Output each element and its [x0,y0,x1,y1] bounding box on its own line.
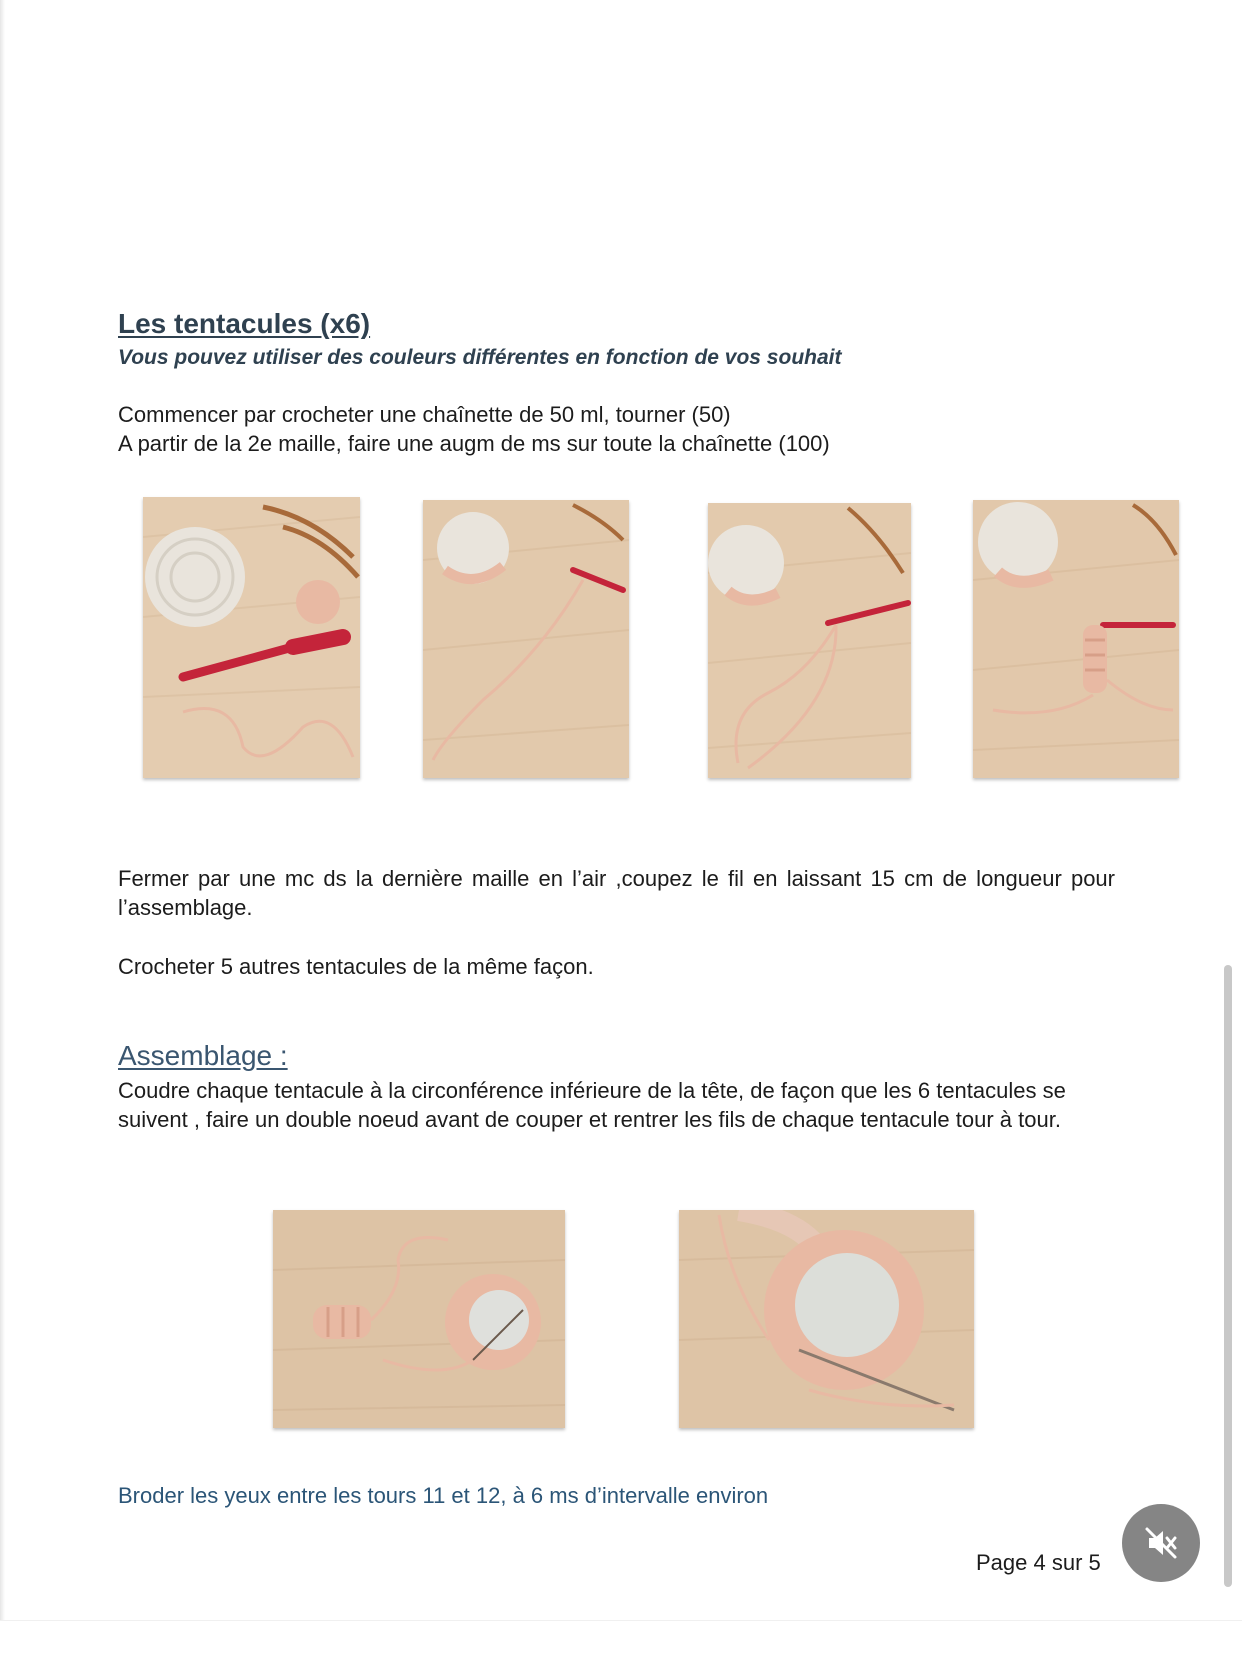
photo-assembly-step-2 [679,1210,974,1428]
photo-tentacle-step-4 [973,500,1179,778]
assembly-heading: Assemblage : [118,1040,288,1071]
instruction-line-1: Commencer par crocheter une chaînette de 50 ml, tourner (50) [118,402,731,427]
photo-tentacle-step-3 [708,503,911,778]
page-subtitle: Vous pouvez utiliser des couleurs différentes en fonction de vos souhait [118,346,842,369]
page-title: Les tentacules (x6) [118,308,371,339]
photo-assembly-step-1 [273,1210,565,1428]
mute-button[interactable] [1122,1504,1200,1582]
speaker-muted-icon [1141,1523,1181,1563]
photo-tentacle-step-1 [143,497,360,778]
close-instruction: Fermer par une mc ds la dernière maille en l’air ,coupez le fil en laissant 15 cm de longueur pour l’assemblage. [118,866,1115,920]
photo-tentacle-step-2 [423,500,629,778]
eye-embroidery-note: Broder les yeux entre les tours 11 et 12, à 6 ms d’intervalle environ [118,1483,769,1508]
page-number: Page 4 sur 5 [976,1550,1101,1575]
repeat-instruction: Crocheter 5 autres tentacules de la même façon. [118,954,594,979]
scrollbar[interactable] [1224,965,1232,1587]
bottom-band [0,1620,1242,1657]
page-edge [0,0,5,1620]
instruction-line-2: A partir de la 2e maille, faire une augm de ms sur toute la chaînette (100) [118,431,830,456]
assembly-text: Coudre chaque tentacule à la circonférence inférieure de la tête, de façon que les 6 tentacules se suivent , faire un double noeud avant de couper et rentrer les fils de chaque tentacule tour à tour. [118,1078,1066,1132]
